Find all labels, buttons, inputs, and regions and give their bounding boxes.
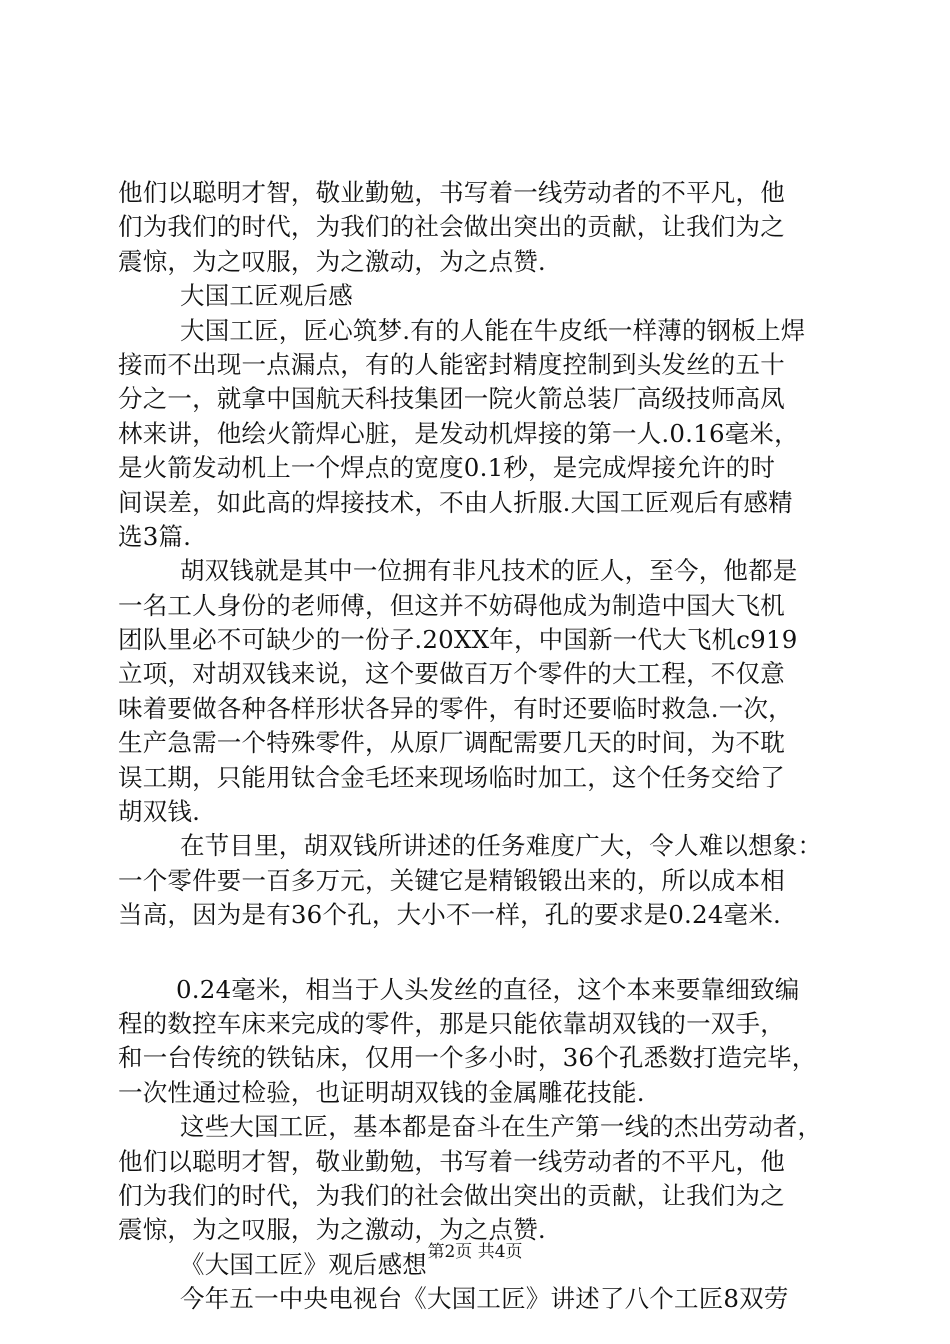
paragraph-start-line: 在节目里，胡双钱所讲述的任务难度广大，令人难以想象： [180, 831, 823, 861]
text-line: 和一台传统的铁钻床，仅用一个多小时，36个孔悉数打造完毕， [118, 1043, 817, 1073]
text-line: 程的数控车床来完成的零件，那是只能依靠胡双钱的一双手， [118, 1008, 785, 1038]
text-line: 震惊，为之叹服，为之激动，为之点赞. [118, 1215, 546, 1245]
text-line: 当高，因为是有36个孔，大小不一样，孔的要求是0.24毫米. [118, 900, 782, 930]
text-line: 们为我们的时代，为我们的社会做出突出的贡献，让我们为之 [118, 1180, 785, 1210]
paragraph-start-line: 0.24毫米，相当于人头发丝的直径，这个本来要靠细致编 [176, 974, 800, 1004]
text-line: 一个零件要一百多万元，关键它是精锻锻出来的，所以成本相 [118, 865, 785, 895]
paragraph-start-line: 大国工匠，匠心筑梦.有的人能在牛皮纸一样薄的钢板上焊 [180, 315, 806, 345]
text-line: 立项，对胡双钱来说，这个要做百万个零件的大工程，不仅意 [118, 659, 785, 689]
text-line: 是火箭发动机上一个焊点的宽度0.1秒，是完成焊接允许的时 [118, 453, 776, 483]
text-line: 胡双钱. [118, 797, 201, 827]
text-line: 一次性通过检验，也证明胡双钱的金属雕花技能. [118, 1077, 645, 1107]
paragraph-gap [118, 933, 834, 973]
document-body [118, 176, 834, 1317]
text-line: 林来讲，他绘火箭焊心脏，是发动机焊接的第一人.0.16毫米， [118, 418, 799, 448]
paragraph-start-line: 今年五一中央电视台《大国工匠》讲述了八个工匠8双劳 [180, 1284, 789, 1314]
section-heading: 《大国工匠》观后感想 [180, 1249, 427, 1279]
text-line: 一名工人身份的老师傅，但这并不妨碍他成为制造中国大飞机 [118, 590, 785, 620]
text-line: 团队里必不可缺少的一份子.20XX年，中国新一代大飞机c919 [118, 625, 798, 655]
text-line: 生产急需一个特殊零件，从原厂调配需要几天的时间，为不耽 [118, 728, 785, 758]
text-line: 分之一，就拿中国航天科技集团一院火箭总装厂高级技师高凤 [118, 384, 785, 414]
text-line: 间误差，如此高的焊接技术，不由人折服.大国工匠观后有感精 [118, 487, 793, 517]
text-line: 震惊，为之叹服，为之激动，为之点赞. [118, 246, 546, 276]
text-line: 他们以聪明才智，敬业勤勉，书写着一线劳动者的不平凡，他 [118, 178, 785, 207]
paragraph-start-line: 胡双钱就是其中一位拥有非凡技术的匠人，至今，他都是 [180, 556, 798, 586]
paragraph-start-line: 这些大国工匠，基本都是奋斗在生产第一线的杰出劳动者， [180, 1112, 823, 1142]
text-line: 误工期，只能用钛合金毛坯来现场临时加工，这个任务交给了 [118, 762, 785, 792]
text-line: 选3篇. [118, 521, 192, 551]
text-line: 味着要做各种各样形状各异的零件，有时还要临时救急.一次， [118, 693, 793, 723]
text-line: 他们以聪明才智，敬业勤勉，书写着一线劳动者的不平凡，他 [118, 1146, 785, 1176]
text-line: 们为我们的时代，为我们的社会做出突出的贡献，让我们为之 [118, 212, 785, 242]
page-number-footer: 第2页 共4页 [427, 1242, 523, 1262]
section-heading: 大国工匠观后感 [180, 281, 353, 311]
text-line: 接而不出现一点漏点，有的人能密封精度控制到头发丝的五十 [118, 349, 785, 379]
